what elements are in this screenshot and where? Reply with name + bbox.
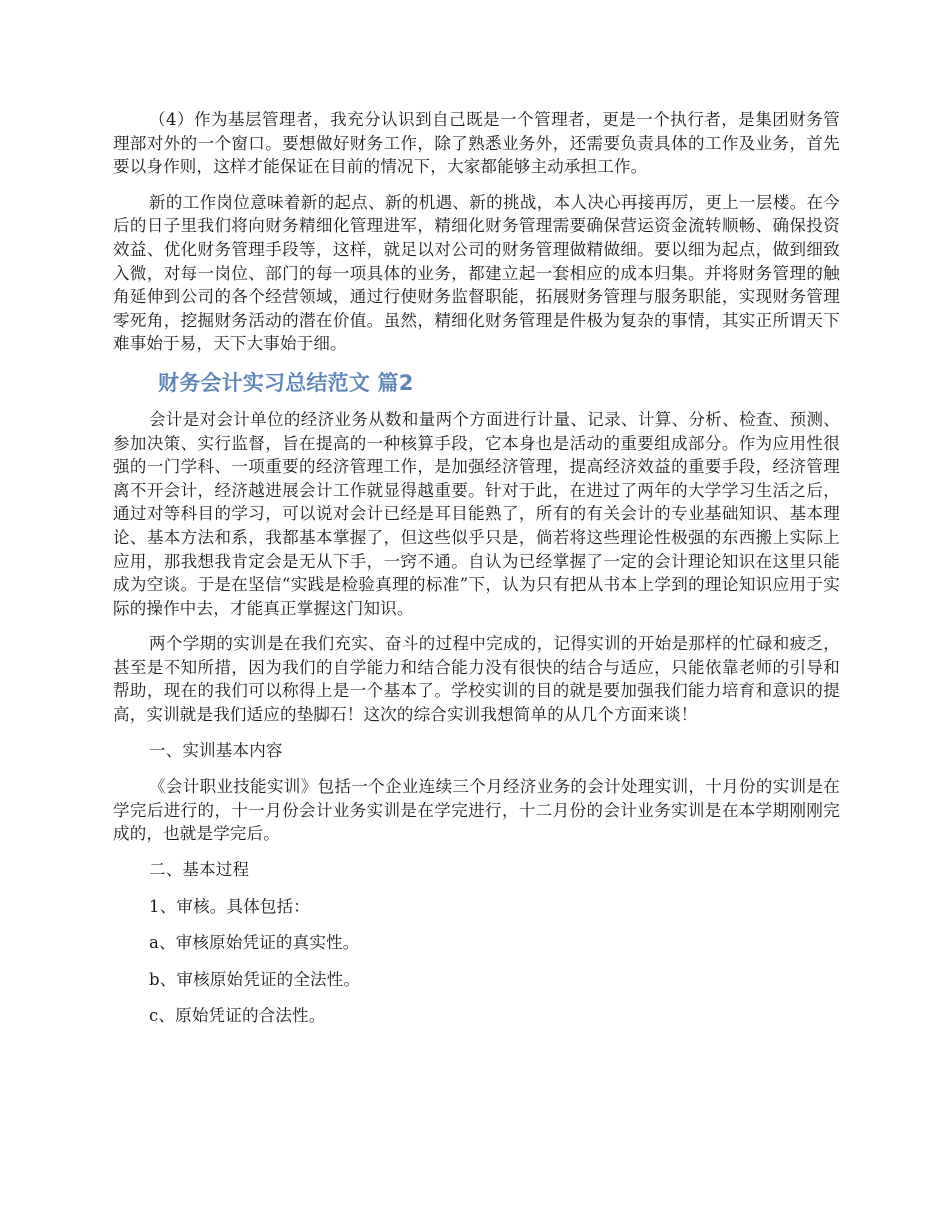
list-item-b: b、审核原始凭证的全法性。 (149, 969, 361, 989)
section-heading: 财务会计实习总结范文 篇2 (158, 370, 414, 395)
subsection-title-1: 一、实训基本内容 (149, 740, 283, 760)
list-item-a: a、审核原始凭证的真实性。 (149, 933, 360, 953)
paragraph-3: 会计是对会计单位的经济业务从数和量两个方面进行计量、记录、计算、分析、检查、预测、参加决策、实行监督，旨在提高的一种核算手段，它本身也是活动的重要组成部分。作为应用性很强的一门学科、一项重要的经济管理工作，是加强经济管理，提高经济效益的重要手段，经济管理离不开会计，经济越进展会计工作就显得越重要。针对于此，在进过了两年的大学学习生活之后，通过对等科目的学习，可以说对会计已经是耳目能熟了，所有的有关会计的专业基础知识、基本理论、基本方法和系，我都基本掌握了，但这些似乎只是，倘若将这些理论性极强的东西搬上实际上应用，那我想我肯定会是无从下手，一窍不通。自认为已经掌握了一定的会计理论知识在这里只能成为空谈。于是在坚信“实践是检验真理的标准”下，认为只有把从书本上学到的理论知识应用于实际的操作中去，才能真正掌握这门知识。 (113, 409, 840, 618)
paragraph-2: 新的工作岗位意味着新的起点、新的机遇、新的挑战，本人决心再接再厉，更上一层楼。在今后的日子里我们将向财务精细化管理进军，精细化财务管理需要确保营运资金流转顺畅、确保投资效益、优化财务管理手段等，这样，就足以对公司的财务管理做精做细。要以细为起点，做到细致入微，对每一岗位、部门的每一项具体的业务，都建立起一套相应的成本归集。并将财务管理的触角延伸到公司的各个经营领域，通过行使财务监督职能，拓展财务管理与服务职能，实现财务管理零死角，挖掘财务活动的潜在价值。虽然，精细化财务管理是件极为复杂的事情，其实正所谓天下难事始于易，天下大事始于细。 (113, 192, 840, 354)
paragraph-5: 《会计职业技能实训》包括一个企业连续三个月经济业务的会计处理实训，十月份的实训是在学完后进行的，十一月份会计业务实训是在学完进行，十二月份的会计业务实训是在本学期刚刚完成的，也就是学完后。 (113, 777, 840, 844)
list-item-1: 1、审核。具体包括： (149, 896, 310, 916)
paragraph-4: 两个学期的实训是在我们充实、奋斗的过程中完成的，记得实训的开始是那样的忙碌和疲乏，甚至是不知所措，因为我们的自学能力和结合能力没有很快的结合与适应，只能依靠老师的引导和帮助，现在的我们可以称得上是一个基本了。学校实训的目的就是要加强我们能力培育和意识的提高，实训就是我们适应的垫脚石！这次的综合实训我想简单的从几个方面来谈！ (113, 634, 840, 725)
document-page (113, 108, 840, 1041)
list-item-c: c、原始凭证的合法性。 (149, 1006, 326, 1026)
paragraph-1: （4）作为基层管理者，我充分认识到自己既是一个管理者，更是一个执行者，是集团财务管理部对外的一个窗口。要想做好财务工作，除了熟悉业务外，还需要负责具体的工作及业务，首先要以身作则，这样才能保证在目前的情况下，大家都能够主动承担工作。 (113, 110, 840, 177)
subsection-title-2: 二、基本过程 (149, 860, 250, 880)
